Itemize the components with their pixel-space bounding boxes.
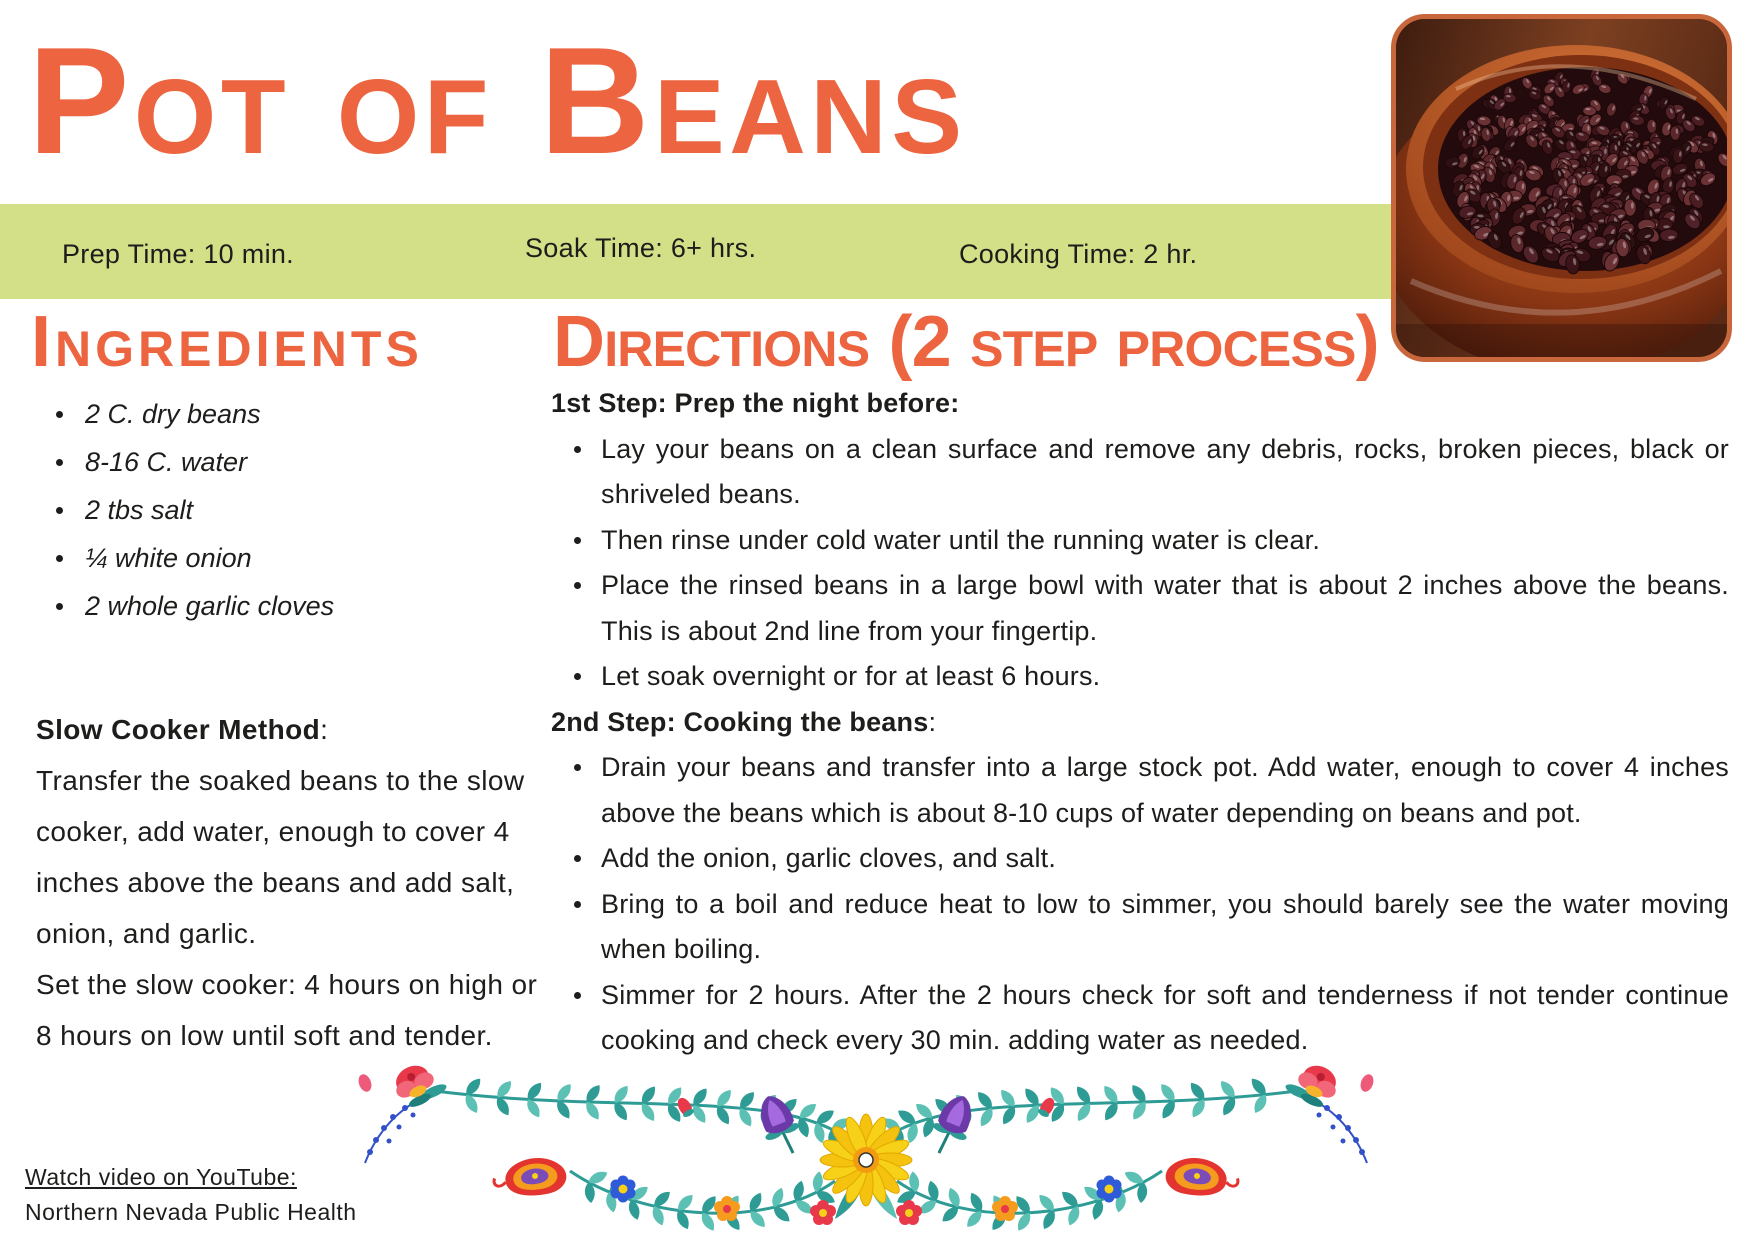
slow-cooker-paragraph: Transfer the soaked beans to the slow cooker, add water, enough to cover 4 inches above the beans and add salt, onion, and garlic. — [36, 765, 525, 949]
ingredients-heading: Ingredients — [31, 302, 423, 382]
direction-item: Bring to a boil and reduce heat to low to simmer, you should barely see the water moving when boiling. — [551, 882, 1729, 973]
step2-heading-line — [551, 700, 1729, 746]
recipe-title: Pot of Beans — [28, 16, 967, 186]
slow-cooker-paragraph: Set the slow cooker: 4 hours on high or 8 hours on low until soft and tender. — [36, 969, 538, 1051]
slow-cooker-section — [36, 704, 551, 1061]
beans-photo-image — [1396, 19, 1727, 357]
direction-item: Then rinse under cold water until the running water is clear. — [551, 518, 1729, 564]
ingredients-list — [56, 390, 334, 630]
step1-heading: 1st Step: Prep the night before: — [551, 388, 960, 418]
direction-item: Lay your beans on a clean surface and remove any debris, rocks, broken pieces, black or shriveled beans. — [551, 427, 1729, 518]
floral-right-half — [880, 1059, 1376, 1233]
step1-list — [551, 427, 1729, 700]
ingredient-item: ¼ white onion — [56, 534, 334, 582]
direction-item: Add the onion, garlic cloves, and salt. — [551, 836, 1729, 882]
ingredient-item: 2 C. dry beans — [56, 390, 334, 438]
direction-item: Drain your beans and transfer into a large stock pot. Add water, enough to cover 4 inches above the beans which is about 8-10 cups of water depending on beans and pot. — [551, 745, 1729, 836]
youtube-video-link[interactable]: Watch video on YouTube: — [25, 1164, 297, 1190]
step2-heading-colon: : — [928, 706, 937, 737]
step2-list — [551, 745, 1729, 1064]
footer — [25, 1160, 357, 1230]
direction-item: Simmer for 2 hours. After the 2 hours check for soft and tenderness if not tender continue cooking and check every 30 min. adding water as needed. — [551, 973, 1729, 1064]
direction-item: Let soak overnight or for at least 6 hours. — [551, 654, 1729, 700]
slow-cooker-heading-colon: : — [320, 714, 329, 745]
directions-heading: Directions (2 step process) — [553, 302, 1379, 382]
bean — [1647, 119, 1657, 133]
slow-cooker-heading-line — [36, 704, 551, 755]
slow-cooker-heading: Slow Cooker Method — [36, 714, 321, 745]
floral-left-half — [356, 1059, 852, 1233]
floral-border — [355, 1059, 1395, 1239]
direction-item: Place the rinsed beans in a large bowl with water that is about 2 inches above the beans. This is about 2nd line from your fingertip. — [551, 563, 1729, 654]
ingredient-item: 2 whole garlic cloves — [56, 582, 334, 630]
flower-center-ring — [859, 1153, 873, 1167]
directions-section — [551, 381, 1729, 1064]
pot-shadow — [1396, 324, 1727, 357]
prep-time: Prep Time: 10 min. — [62, 239, 294, 269]
organization-name: Northern Nevada Public Health — [25, 1199, 357, 1225]
soak-time: Soak Time: 6+ hrs. — [525, 233, 757, 263]
step2-heading: 2nd Step: Cooking the beans — [551, 706, 929, 737]
cooking-time: Cooking Time: 2 hr. — [959, 239, 1198, 269]
center-yellow-flower — [820, 1114, 912, 1206]
ingredient-item: 8-16 C. water — [56, 438, 334, 486]
ingredient-item: 2 tbs salt — [56, 486, 334, 534]
beans-photo — [1391, 14, 1732, 362]
